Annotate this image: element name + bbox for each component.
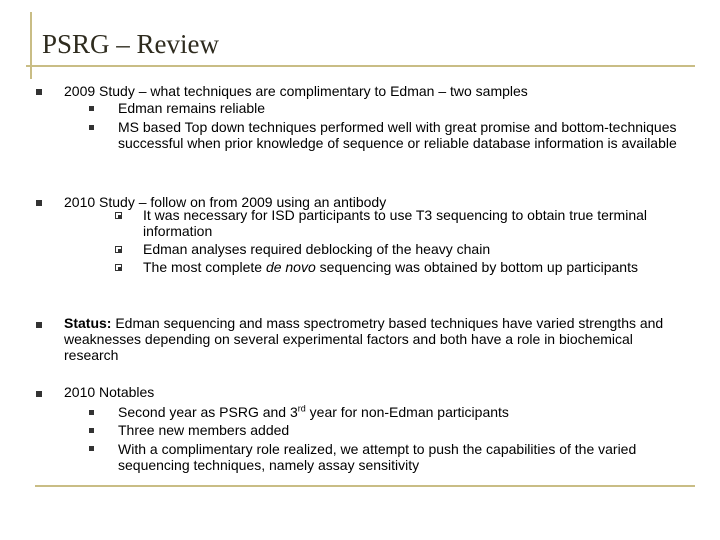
- slide-title: PSRG – Review: [42, 29, 220, 59]
- subbullet-complimentary-role: With a complimentary role realized, we attempt to push the capabilities of the varied sequencing techniques, namely assay sensitivity: [118, 441, 637, 473]
- hollow-square-bullet-icon: [115, 212, 122, 219]
- square-bullet-icon: [89, 125, 94, 130]
- bullet-2009-study: 2009 Study – what techniques are complimentary to Edman – two samples: [64, 83, 528, 99]
- subbullet-edman-reliable: Edman remains reliable: [118, 100, 266, 116]
- bullet-status: Status: Edman sequencing and mass spectrometry based techniques have varied strengths and weaknesses depending on several experimental factors and both have a role in biochemical research: [64, 315, 664, 363]
- title-underline-rule: [26, 65, 695, 67]
- subbullet-de-novo: The most complete de novo sequencing was obtained by bottom up participants: [143, 259, 638, 275]
- subbullet-new-members: Three new members added: [118, 422, 290, 438]
- subbullet-second-year: Second year as PSRG and 3rd year for non-Edman participants: [118, 403, 509, 420]
- bullet-2010-study: 2010 Study – follow on from 2009 using an antibody: [64, 194, 387, 210]
- subbullet-ms-top-down: MS based Top down techniques performed well with great promise and bottom-techniques successful when prior knowledge of sequence or reliable database information is available: [118, 119, 677, 151]
- square-bullet-icon: [36, 322, 42, 328]
- square-bullet-icon: [89, 410, 94, 415]
- square-bullet-icon: [89, 106, 94, 111]
- hollow-square-bullet-icon: [115, 246, 122, 253]
- subbullet-isd-t3: It was necessary for ISD participants to use T3 sequencing to obtain true terminal information: [143, 207, 647, 239]
- title-accent-vertical-rule: [30, 12, 32, 79]
- square-bullet-icon: [36, 391, 42, 397]
- subbullet-edman-deblocking: Edman analyses required deblocking of the heavy chain: [143, 241, 491, 257]
- bullet-2010-notables: 2010 Notables: [64, 384, 155, 400]
- square-bullet-icon: [89, 446, 94, 451]
- hollow-square-bullet-icon: [115, 264, 122, 271]
- square-bullet-icon: [36, 89, 42, 95]
- square-bullet-icon: [36, 200, 42, 206]
- square-bullet-icon: [89, 428, 94, 433]
- footer-rule: [35, 485, 695, 487]
